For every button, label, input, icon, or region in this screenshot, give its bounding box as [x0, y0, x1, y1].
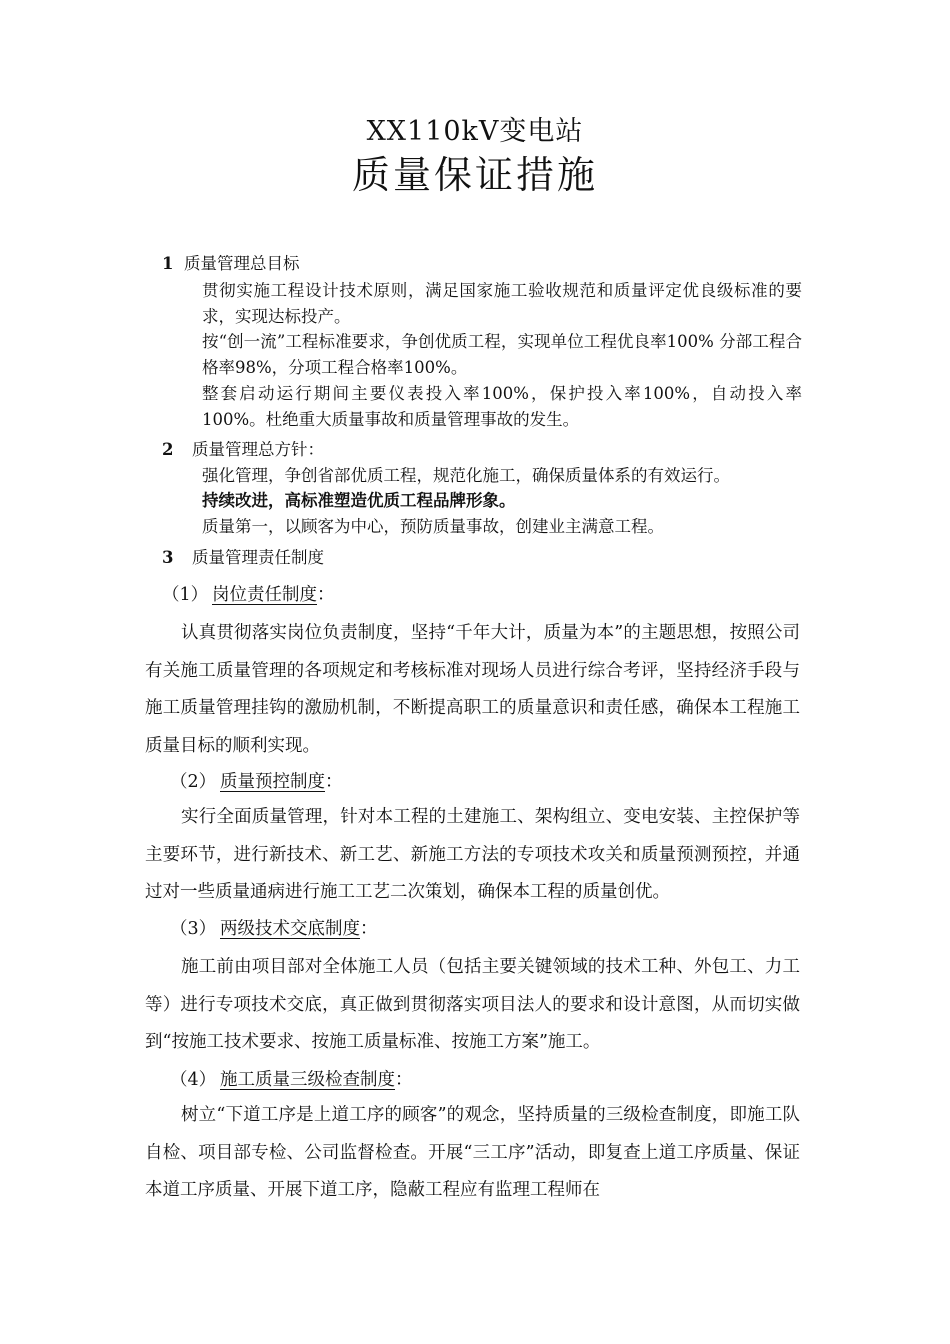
section2-policy-2: 持续改进，高标准塑造优质工程品牌形象。	[202, 491, 516, 510]
section2-policy-1: 强化管理，争创省部优质工程，规范化施工，确保质量体系的有效运行。	[202, 466, 730, 485]
section1-title: 质量管理总目标	[184, 254, 300, 273]
subsection-2-colon: ：	[325, 772, 343, 792]
document-title-line1: XX110kV变电站	[366, 116, 584, 147]
section1-number: 1	[162, 254, 174, 273]
subsection-1-paragraph: 认真贯彻落实岗位负责制度，坚持“千年大计，质量为本”的主题思想，按照公司有关施工质量管理的各项规定和考核标准对现场人员进行综合考评，坚持经济手段与施工质量管理挂钩的激励机制，不断提高职工的质量意识和责任感，确保本工程施工质量目标的顺利实现。	[145, 623, 800, 756]
subsection-4-index: （4）	[170, 1070, 217, 1090]
subsection-2-index: （2）	[170, 772, 217, 792]
subsection-3-heading	[170, 914, 378, 944]
document-title-line2: 质量保证措施	[351, 153, 598, 197]
section1-goal-2: 按“创一流”工程标准要求，争创优质工程，实现单位工程优良率100% 分部工程合格率98%，分项工程合格率100%。	[202, 332, 802, 377]
section2-policy-3: 质量第一，以顾客为中心，预防质量事故，创建业主满意工程。	[202, 517, 664, 536]
subsection-1-colon: ：	[317, 585, 335, 605]
subsection-4-paragraph: 树立“下道工序是上道工序的顾客”的观念，坚持质量的三级检查制度，即施工队自检、项目部专检、公司监督检查。开展“三工序”活动，即复查上道工序质量、保证本道工序质量、开展下道工序，隐蔽工程应有监理工程师在	[145, 1105, 800, 1200]
subsection-4-title: 施工质量三级检查制度	[220, 1070, 395, 1090]
subsection-4-colon: ：	[395, 1070, 413, 1090]
subsection-2-paragraph: 实行全面质量管理，针对本工程的土建施工、架构组立、变电安装、主控保护等主要环节，进行新技术、新工艺、新施工方法的专项技术攻关和质量预测预控，并通过对一些质量通病进行施工工艺二次策划，确保本工程的质量创优。	[145, 807, 800, 902]
subsection-3-colon: ：	[360, 919, 378, 939]
section3-title: 质量管理责任制度	[192, 548, 324, 567]
subsection-2-heading	[170, 767, 343, 797]
subsection-3-title: 两级技术交底制度	[220, 919, 360, 939]
section3-heading	[162, 545, 324, 571]
subsection-3-paragraph: 施工前由项目部对全体施工人员（包括主要关键领域的技术工种、外包工、力工等）进行专项技术交底，真正做到贯彻落实项目法人的要求和设计意图，从而切实做到“按施工技术要求、按施工质量标准、按施工方案”施工。	[145, 957, 800, 1052]
subsection-2-title: 质量预控制度	[220, 772, 325, 792]
section1-goal-3: 整套启动运行期间主要仪表投入率100%，保护投入率100%，自动投入率100%。杜绝重大质量事故和质量管理事故的发生。	[202, 384, 802, 429]
section2-title: 质量管理总方针：	[192, 440, 324, 459]
subsection-1-title: 岗位责任制度	[212, 585, 317, 605]
subsection-4-heading	[170, 1065, 413, 1095]
section3-number: 3	[162, 548, 174, 567]
subsection-1-index: （1）	[162, 585, 209, 605]
subsection-3-index: （3）	[170, 919, 217, 939]
section1-heading	[162, 251, 300, 277]
section2-number: 2	[162, 440, 174, 459]
section2-heading	[162, 437, 324, 463]
section1-goal-1: 贯彻实施工程设计技术原则，满足国家施工验收规范和质量评定优良级标准的要求，实现达标投产。	[202, 281, 802, 326]
subsection-1-heading	[162, 580, 335, 610]
